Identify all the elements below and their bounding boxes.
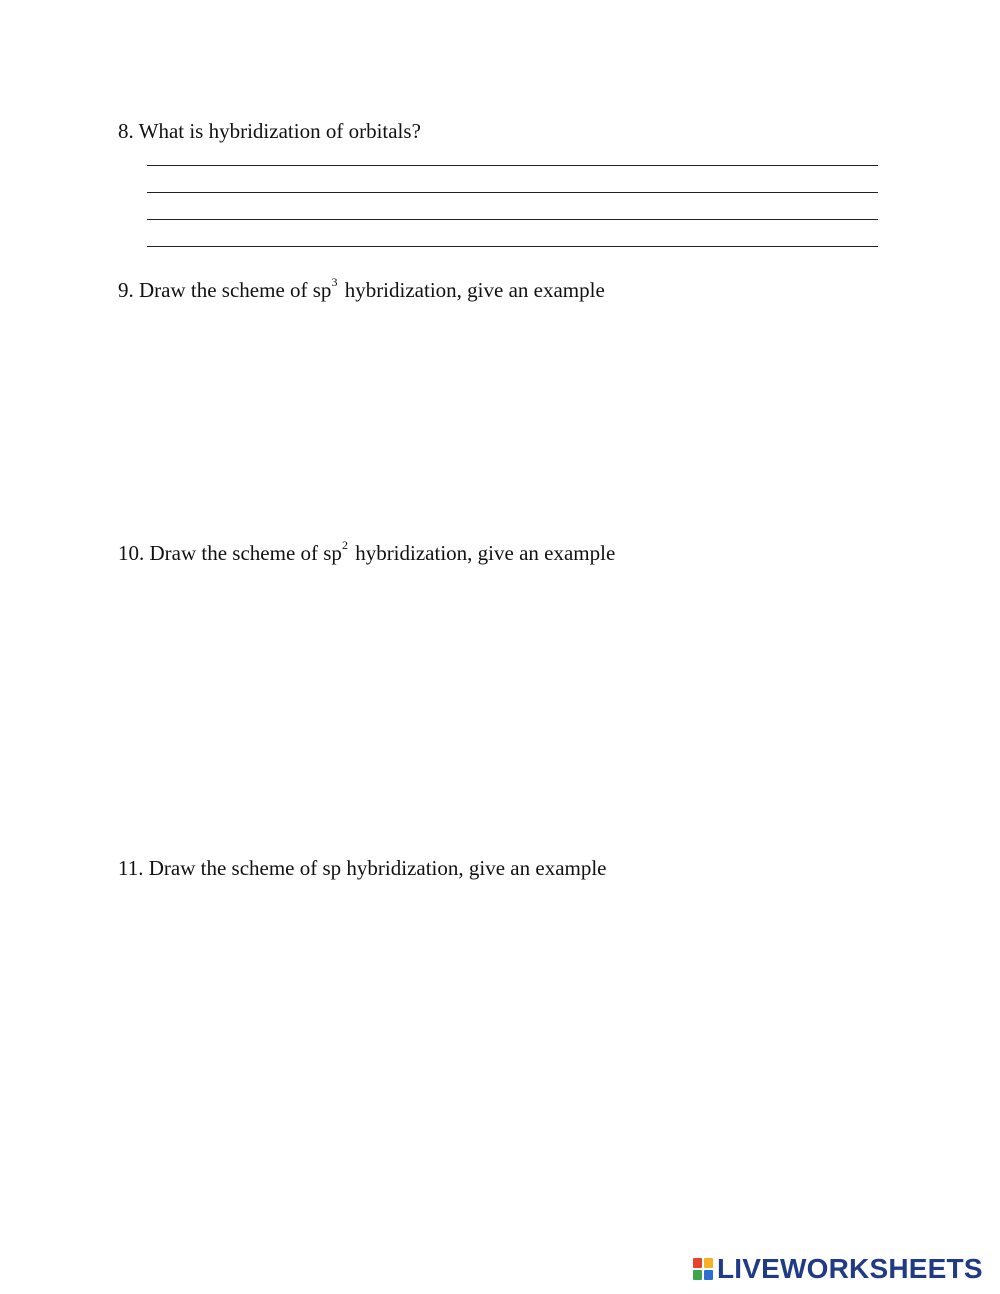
brand-name: LIVEWORKSHEETS (717, 1253, 983, 1284)
answer-line-4[interactable] (147, 246, 878, 247)
question-10-number: 10. (118, 541, 145, 565)
answer-line-2[interactable] (147, 192, 878, 193)
question-8 (118, 119, 421, 143)
question-10-text-before: Draw the scheme of sp (149, 541, 342, 565)
logo-square-green (693, 1270, 702, 1280)
answer-line-3[interactable] (147, 219, 878, 220)
question-11-number: 11. (118, 856, 144, 880)
question-11-text: Draw the scheme of sp hybridization, give an example (148, 856, 607, 880)
question-9-text-after: hybridization, give an example (339, 278, 605, 302)
question-11 (118, 856, 607, 880)
question-10 (118, 538, 616, 565)
logo-square-blue (704, 1270, 713, 1280)
answer-line-1[interactable] (147, 165, 878, 166)
logo-square-red (693, 1258, 702, 1268)
question-8-number: 8. (118, 119, 134, 143)
question-10-superscript: 2 (341, 538, 348, 552)
question-9 (118, 275, 605, 302)
question-9-text-before: Draw the scheme of sp (139, 278, 332, 302)
question-8-text: What is hybridization of orbitals? (138, 119, 421, 143)
liveworksheets-icon (692, 1257, 714, 1281)
question-9-number: 9. (118, 278, 134, 302)
question-10-text-after: hybridization, give an example (349, 541, 616, 565)
liveworksheets-logo (692, 1254, 983, 1284)
logo-square-yellow (704, 1258, 713, 1268)
question-9-superscript: 3 (331, 275, 338, 289)
